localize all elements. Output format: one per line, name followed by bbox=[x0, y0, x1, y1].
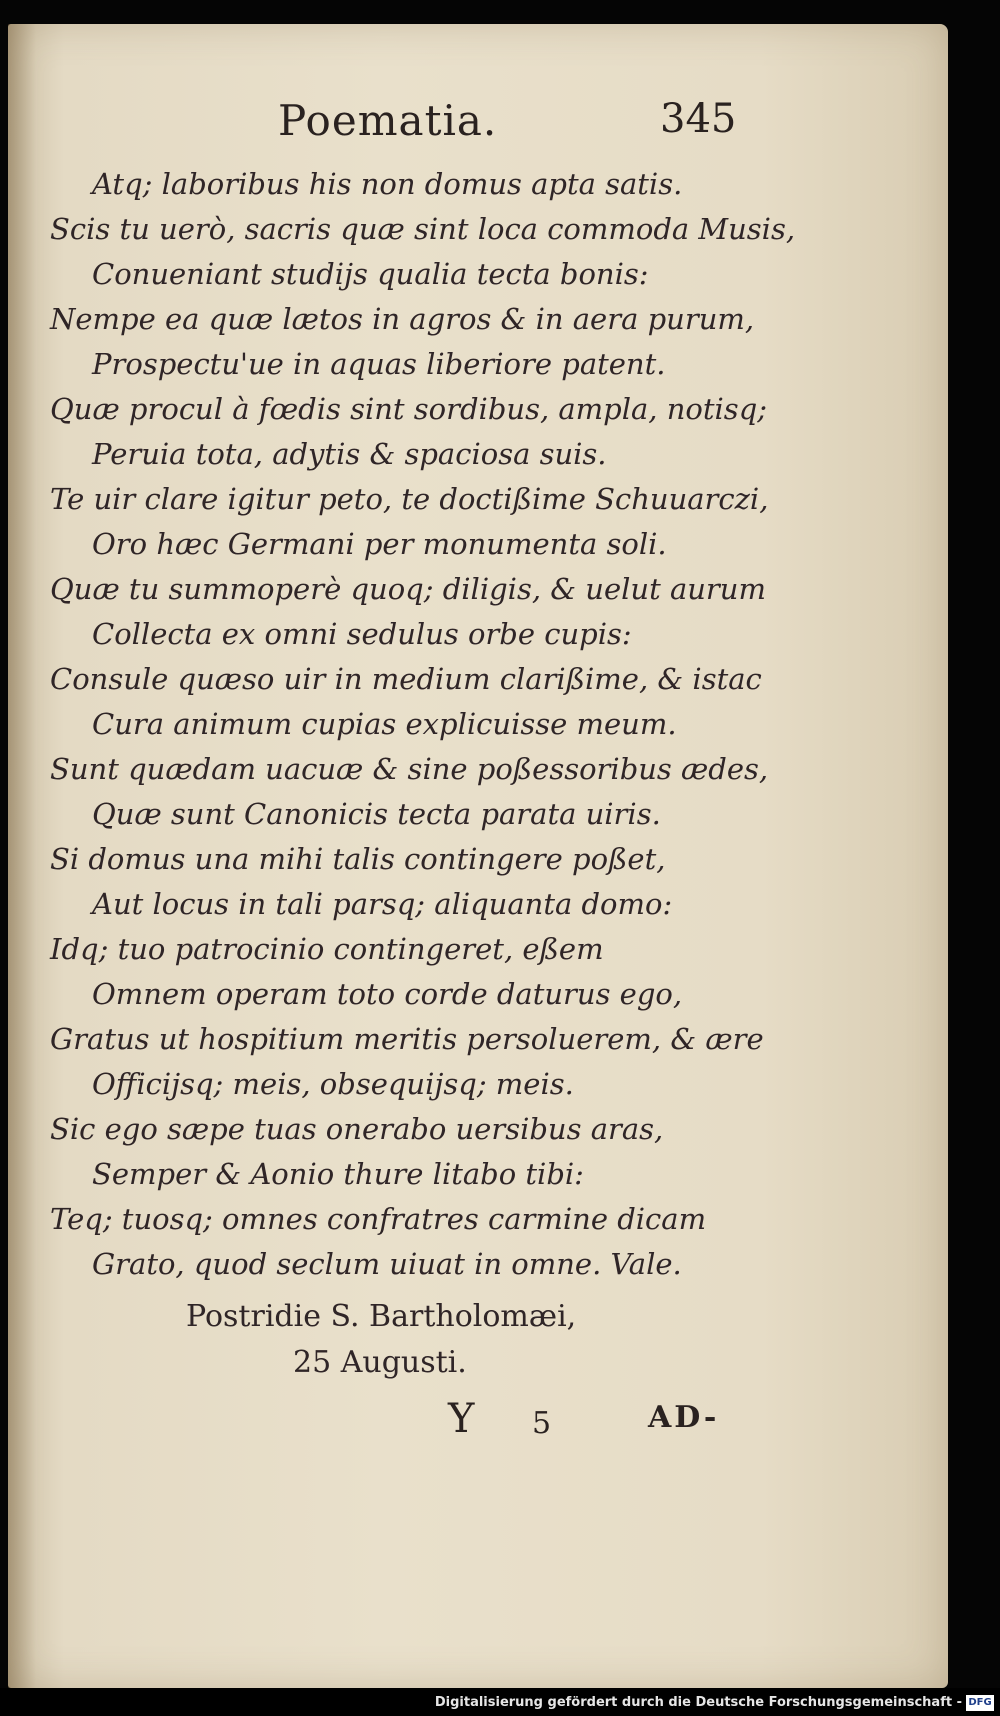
verse-line: Prospectu'ue in aquas liberiore patent. bbox=[92, 347, 666, 381]
running-title: Poematia. bbox=[278, 96, 498, 145]
verse-line: Oro hæc Germani per monumenta soli. bbox=[92, 527, 667, 561]
poem-text bbox=[8, 162, 948, 1287]
verse-line: Conueniant studijs qualia tecta bonis: bbox=[92, 257, 649, 291]
page-header bbox=[8, 84, 948, 154]
digitization-credit: Digitalisierung gefördert durch die Deutsche Forschungsgemeinschaft - bbox=[434, 1695, 962, 1710]
verse-line: Omnem operam toto corde daturus ego, bbox=[92, 977, 683, 1011]
closing-date bbox=[8, 1294, 948, 1386]
verse-line: Cura animum cupias explicuisse meum. bbox=[92, 707, 677, 741]
date-line-1: Postridie S. Bartholomæi, bbox=[186, 1299, 577, 1334]
verse-line: Peruia tota, adytis & spaciosa suis. bbox=[92, 437, 607, 471]
signature-row bbox=[8, 1396, 948, 1446]
signature-mark: Y bbox=[448, 1396, 475, 1442]
verse-line: Si domus una mihi talis contingere poßet, bbox=[50, 842, 666, 876]
verse-line: Grato, quod seclum uiuat in omne. Vale. bbox=[92, 1247, 682, 1281]
page-number: 345 bbox=[660, 96, 737, 142]
verse-line: Officijsq; meis, obsequijsq; meis. bbox=[92, 1067, 574, 1101]
verse-line: Sic ego sæpe tuas onerabo uersibus aras, bbox=[50, 1112, 664, 1146]
verse-line: Gratus ut hospitium meritis persoluerem, & ære bbox=[50, 1022, 764, 1056]
verse-line: Idq; tuo patrocinio contingeret, eßem bbox=[50, 932, 604, 966]
verse-line: Te uir clare igitur peto, te doctißime Schuuarczi, bbox=[50, 482, 769, 516]
verse-line: Scis tu uerò, sacris quæ sint loca commoda Musis, bbox=[50, 212, 796, 246]
verse-line: Consule quæso uir in medium clarißime, & istac bbox=[50, 662, 762, 696]
verse-line: Semper & Aonio thure litabo tibi: bbox=[92, 1157, 584, 1191]
verse-line: Quæ procul à fœdis sint sordibus, ampla, notisq; bbox=[50, 392, 768, 426]
footer-bar bbox=[0, 1688, 1000, 1716]
verse-line: Sunt quædam uacuæ & sine poßessoribus ædes, bbox=[50, 752, 769, 786]
book-page bbox=[8, 24, 948, 1688]
dfg-logo-icon: DFG bbox=[966, 1695, 994, 1711]
signature-number: 5 bbox=[532, 1406, 552, 1441]
verse-line: Collecta ex omni sedulus orbe cupis: bbox=[92, 617, 632, 651]
date-line-2: 25 Augusti. bbox=[293, 1345, 467, 1380]
verse-line: Teq; tuosq; omnes confratres carmine dicam bbox=[50, 1202, 707, 1236]
verse-line: Nempe ea quæ lætos in agros & in aera purum, bbox=[50, 302, 755, 336]
verse-line: Quæ sunt Canonicis tecta parata uiris. bbox=[92, 797, 661, 831]
catchword: AD- bbox=[648, 1400, 720, 1435]
verse-line: Atq; laboribus his non domus apta satis. bbox=[92, 167, 683, 201]
verse-line: Aut locus in tali parsq; aliquanta domo: bbox=[92, 887, 673, 921]
verse-line: Quæ tu summoperè quoq; diligis, & uelut aurum bbox=[50, 572, 766, 606]
